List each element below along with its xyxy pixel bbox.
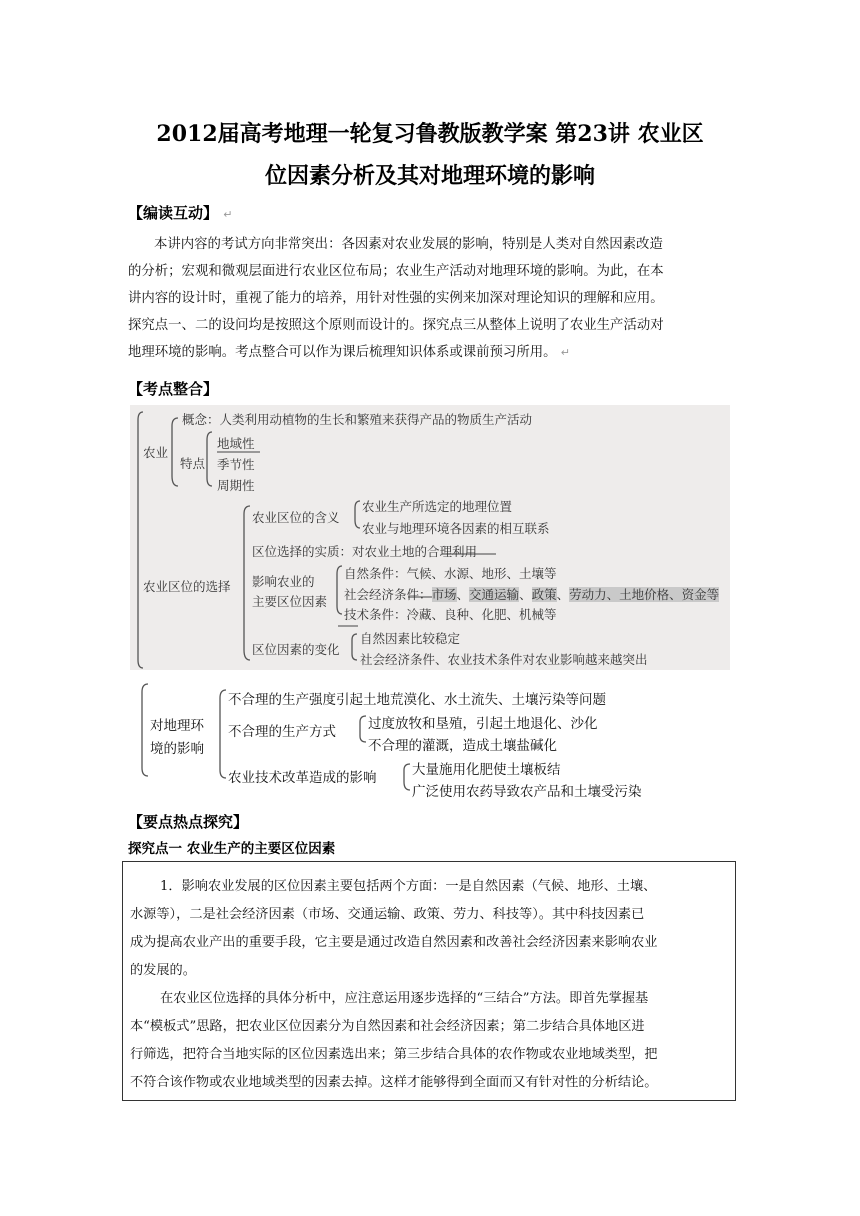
box-line-3: 成为提高农业产出的重要手段，它主要是通过改造自然因素和改善社会经济因素来影响农业	[130, 935, 658, 950]
diagram-impact-3: 农业技术改革造成的影响	[228, 770, 377, 786]
diagram-feature-3: 周期性	[217, 478, 255, 493]
explanation-box	[122, 861, 736, 1101]
diagram-meaning-2: 农业与地理环境各因素的相互联系	[362, 521, 550, 536]
diagram-essence: 区位选择的实质：对农业土地的合理利用	[252, 544, 478, 559]
diagram-concept: 概念：人类利用动植物的生长和繁殖来获得产品的物质生产活动	[182, 412, 533, 427]
box-line-7: 行筛选，把符合当地实际的区位因素选出来；第三步结合具体的农作物或农业地域类型，把	[130, 1047, 658, 1062]
diagram-impact-a: 对地理环	[150, 718, 204, 734]
diagram-natural: 自然条件：气候、水源、地形、土壤等	[344, 566, 557, 581]
box-line-2: 水源等），二是社会经济因素（市场、交通运输、政策、劳力、科技等）。其中科技因素已	[130, 907, 645, 922]
diagram-impact-1: 不合理的生产强度引起土地荒漠化、水土流失、土壤污染等问题	[228, 692, 606, 708]
exploration-point-1-title: 探究点一 农业生产的主要区位因素	[128, 841, 336, 857]
box-line-8: 不符合该作物或农业地域类型的因素去掉。这样才能够得到全面而又有针对性的分析结论。	[130, 1075, 658, 1090]
section-heading-hotspots: 【要点热点探究】	[128, 813, 249, 831]
diagram-tech: 技术条件：冷藏、良种、化肥、机械等	[344, 607, 557, 622]
diagram-social-label: 社会经济条件：	[344, 587, 432, 602]
intro-line-5-text: 地理环境的影响。考点整合可以作为课后梳理知识体系或课前预习所用。	[128, 345, 557, 360]
paragraph-mark-icon: ↵	[560, 346, 570, 359]
diagram-impact-b: 境的影响	[150, 741, 204, 757]
diagram-agri: 农业	[143, 445, 169, 460]
diagram-change-2: 社会经济条件、农业技术条件对农业影响越来越突出	[360, 652, 648, 667]
diagram-location-choice: 农业区位的选择	[143, 579, 231, 594]
intro-line-3: 讲内容的设计时，重视了能力的培养，用针对性强的实例来加深对理论知识的理解和应用。	[128, 291, 664, 306]
diagram-change: 区位因素的变化	[252, 642, 340, 657]
diagram-meaning-1: 农业生产所选定的地理位置	[362, 499, 513, 514]
diagram-impact-3-1: 大量施用化肥使土壤板结	[412, 762, 561, 778]
diagram-social: 社会经济条件：市场、交通运输、政策、劳动力、土地价格、资金等	[344, 587, 720, 602]
box-line-1: 1．影响农业发展的区位因素主要包括两个方面：一是自然因素（气候、地形、土壤、	[160, 879, 657, 894]
diagram-change-1: 自然因素比较稳定	[360, 631, 461, 646]
diagram-meaning: 农业区位的含义	[252, 510, 340, 525]
paragraph-mark-icon: ↵	[223, 208, 233, 221]
diagram-feature: 特点	[180, 456, 206, 471]
section-heading-text: 【编读互动】	[128, 204, 219, 222]
doc-title-line2: 位因素分析及其对地理环境的影响	[264, 163, 595, 189]
diagram-social-item-2: 交通运输	[469, 587, 520, 602]
diagram-social-item-1: 市场	[431, 587, 457, 602]
diagram-factors-a: 影响农业的	[252, 574, 315, 589]
intro-line-1: 本讲内容的考试方向非常突出：各因素对农业发展的影响，特别是人类对自然因素改造	[154, 237, 663, 252]
box-line-5: 在农业区位选择的具体分析中，应注意运用逐步选择的“三结合”方法。即首先掌握基	[160, 991, 649, 1006]
section-heading-key-points: 【考点整合】	[128, 380, 219, 398]
diagram-impact-2-1: 过度放牧和垦殖，引起土地退化、沙化	[368, 716, 598, 732]
box-line-6: 本“模板式”思路，把农业区位因素分为自然因素和社会经济因素；第二步结合具体地区进	[130, 1019, 645, 1034]
diagram-feature-2: 季节性	[217, 457, 255, 472]
diagram-social-item-4: 劳动力	[569, 587, 607, 602]
diagram-social-item-3: 政策	[531, 587, 557, 602]
diagram-social-rest: 、土地价格、资金等	[606, 587, 720, 602]
diagram-factors-b: 主要区位因素	[252, 594, 328, 609]
diagram-impact-2: 不合理的生产方式	[228, 724, 336, 740]
box-line-4: 的发展的。	[130, 963, 196, 978]
diagram-impact-2-2: 不合理的灌溉，造成土壤盐碱化	[368, 738, 557, 754]
diagram-impact-3-2: 广泛使用农药导致农产品和土壤受污染	[412, 784, 642, 800]
intro-line-4: 探究点一、二的设问均是按照这个原则而设计的。探究点三从整体上说明了农业生产活动对	[128, 318, 664, 333]
diagram-feature-1: 地域性	[217, 436, 255, 451]
intro-line-2: 的分析；宏观和微观层面进行农业区位布局；农业生产活动对地理环境的影响。为此，在本	[128, 264, 664, 279]
doc-title-line1: 2012届高考地理一轮复习鲁教版教学案 第23讲 农业区	[156, 121, 704, 147]
